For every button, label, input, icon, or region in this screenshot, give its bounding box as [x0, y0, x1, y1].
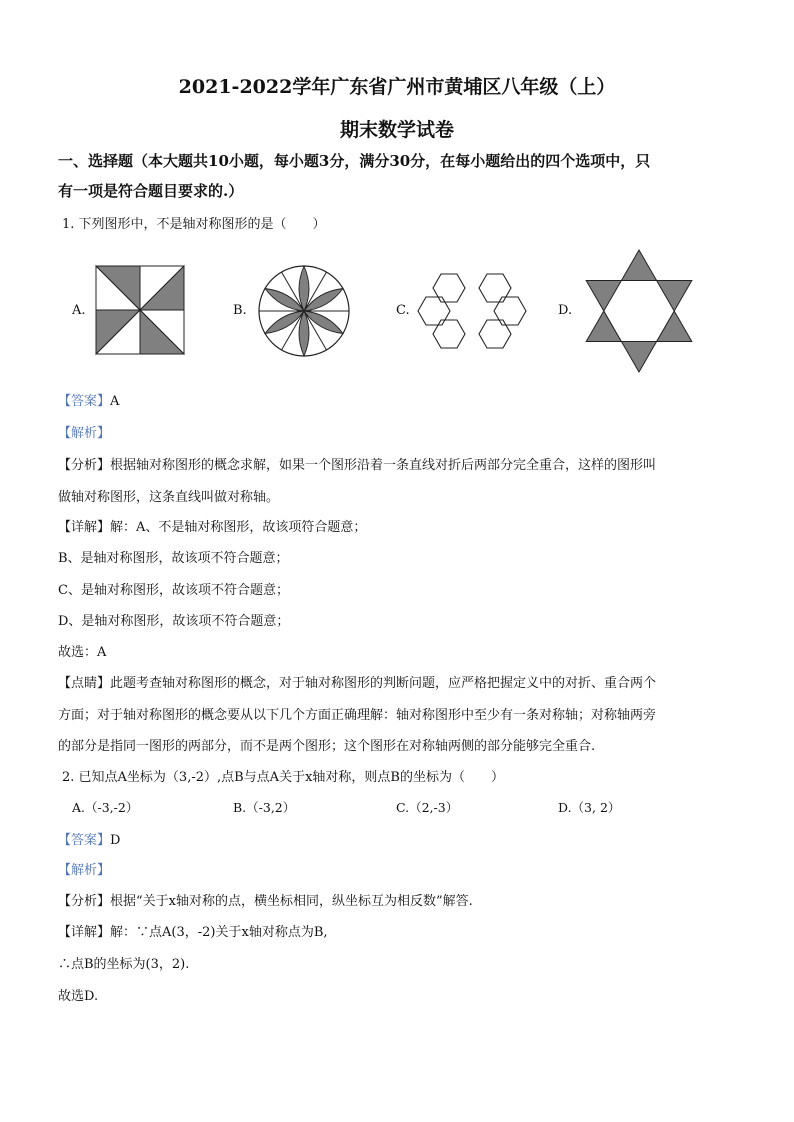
q1-fenxi	[58, 454, 656, 473]
q2-answer	[58, 829, 120, 848]
fenxi-text: 根据“关于x轴对称的点，横坐标相同，纵坐标互为相反数”解答.	[110, 894, 473, 909]
detail-tag: 【详解】	[58, 520, 111, 535]
q2-stem: 2. 已知点A坐标为（3,-2）,点B与点A关于x轴对称，则点B的坐标为（ ）	[62, 770, 504, 785]
q1-analysis-tag: 【解析】	[58, 426, 111, 441]
q1-option-c-label: C.	[396, 303, 410, 318]
comment-tag: 【点睛】	[58, 676, 111, 691]
q1-detail-b: B、是轴对称图形，故该项不符合题意；	[58, 551, 289, 566]
q1-detail	[58, 516, 366, 535]
detail-text: 解：A、不是轴对称图形，故该项符合题意；	[110, 520, 367, 535]
answer-tag: 【答案】	[58, 833, 111, 848]
q1-option-d-label: D.	[558, 303, 573, 318]
q2-option-a: A.（-3,-2）	[72, 800, 139, 815]
q1-option-b-label: B.	[233, 303, 247, 318]
q1-comment-cont1: 方面；对于轴对称图形的概念要从以下几个方面正确理解：轴对称图形中至少有一条对称轴；对称轴两旁	[58, 708, 657, 723]
q1-stem: 1. 下列图形中，不是轴对称图形的是（ ）	[62, 217, 326, 232]
answer-value: A	[110, 394, 120, 409]
section-heading: 一、选择题（本大题共10小题，每小题3分，满分30分，在每小题给出的四个选项中，只	[58, 152, 651, 170]
q1-comment	[58, 672, 656, 691]
pinwheel-figure	[96, 266, 184, 354]
comment-text: 此题考查轴对称图形的概念，对于轴对称图形的判断问题，应严格把握定义中的对折、重合两个	[110, 676, 657, 691]
q1-choice: 故选：A	[58, 645, 107, 660]
q2-option-b: B.（-3,2）	[233, 800, 296, 815]
q2-fenxi	[58, 890, 473, 909]
q2-option-c: C.（2,-3）	[396, 800, 459, 815]
flower-circle-figure	[258, 265, 350, 357]
q2-detail-cont: ∴点B的坐标为(3，2).	[58, 957, 190, 972]
star-figure	[584, 250, 694, 372]
q1-answer	[58, 390, 119, 409]
section-heading-cont: 有一项是符合题目要求的.）	[58, 182, 244, 200]
q2-analysis-tag: 【解析】	[58, 863, 111, 878]
detail-tag: 【详解】	[58, 925, 111, 940]
q1-fenxi-cont: 做轴对称图形，这条直线叫做对称轴。	[58, 490, 280, 505]
page-title: 2021-2022学年广东省广州市黄埔区八年级（上）	[178, 76, 616, 98]
hexagon-ring-figure	[418, 263, 526, 359]
detail-text: 解：∵点A(3，-2)关于x轴对称点为B,	[110, 925, 328, 940]
fenxi-tag: 【分析】	[58, 458, 111, 473]
fenxi-text: 根据轴对称图形的概念求解，如果一个图形沿着一条直线对折后两部分完全重合，这样的图形叫	[110, 458, 657, 473]
q2-option-d: D.（3, 2）	[558, 800, 621, 815]
q1-detail-c: C、是轴对称图形，故该项不符合题意；	[58, 583, 289, 598]
q1-detail-d: D、是轴对称图形，故该项不符合题意；	[58, 614, 290, 629]
answer-tag: 【答案】	[58, 394, 111, 409]
q1-option-a-label: A.	[72, 303, 86, 318]
q1-comment-cont2: 的部分是指同一图形的两部分，而不是两个图形；这个图形在对称轴两侧的部分能够完全重合.	[58, 739, 596, 754]
fenxi-tag: 【分析】	[58, 894, 111, 909]
page-subtitle: 期末数学试卷	[339, 119, 454, 141]
answer-value: D	[110, 833, 121, 848]
q2-detail	[58, 921, 328, 940]
q2-choice: 故选D.	[58, 989, 99, 1004]
